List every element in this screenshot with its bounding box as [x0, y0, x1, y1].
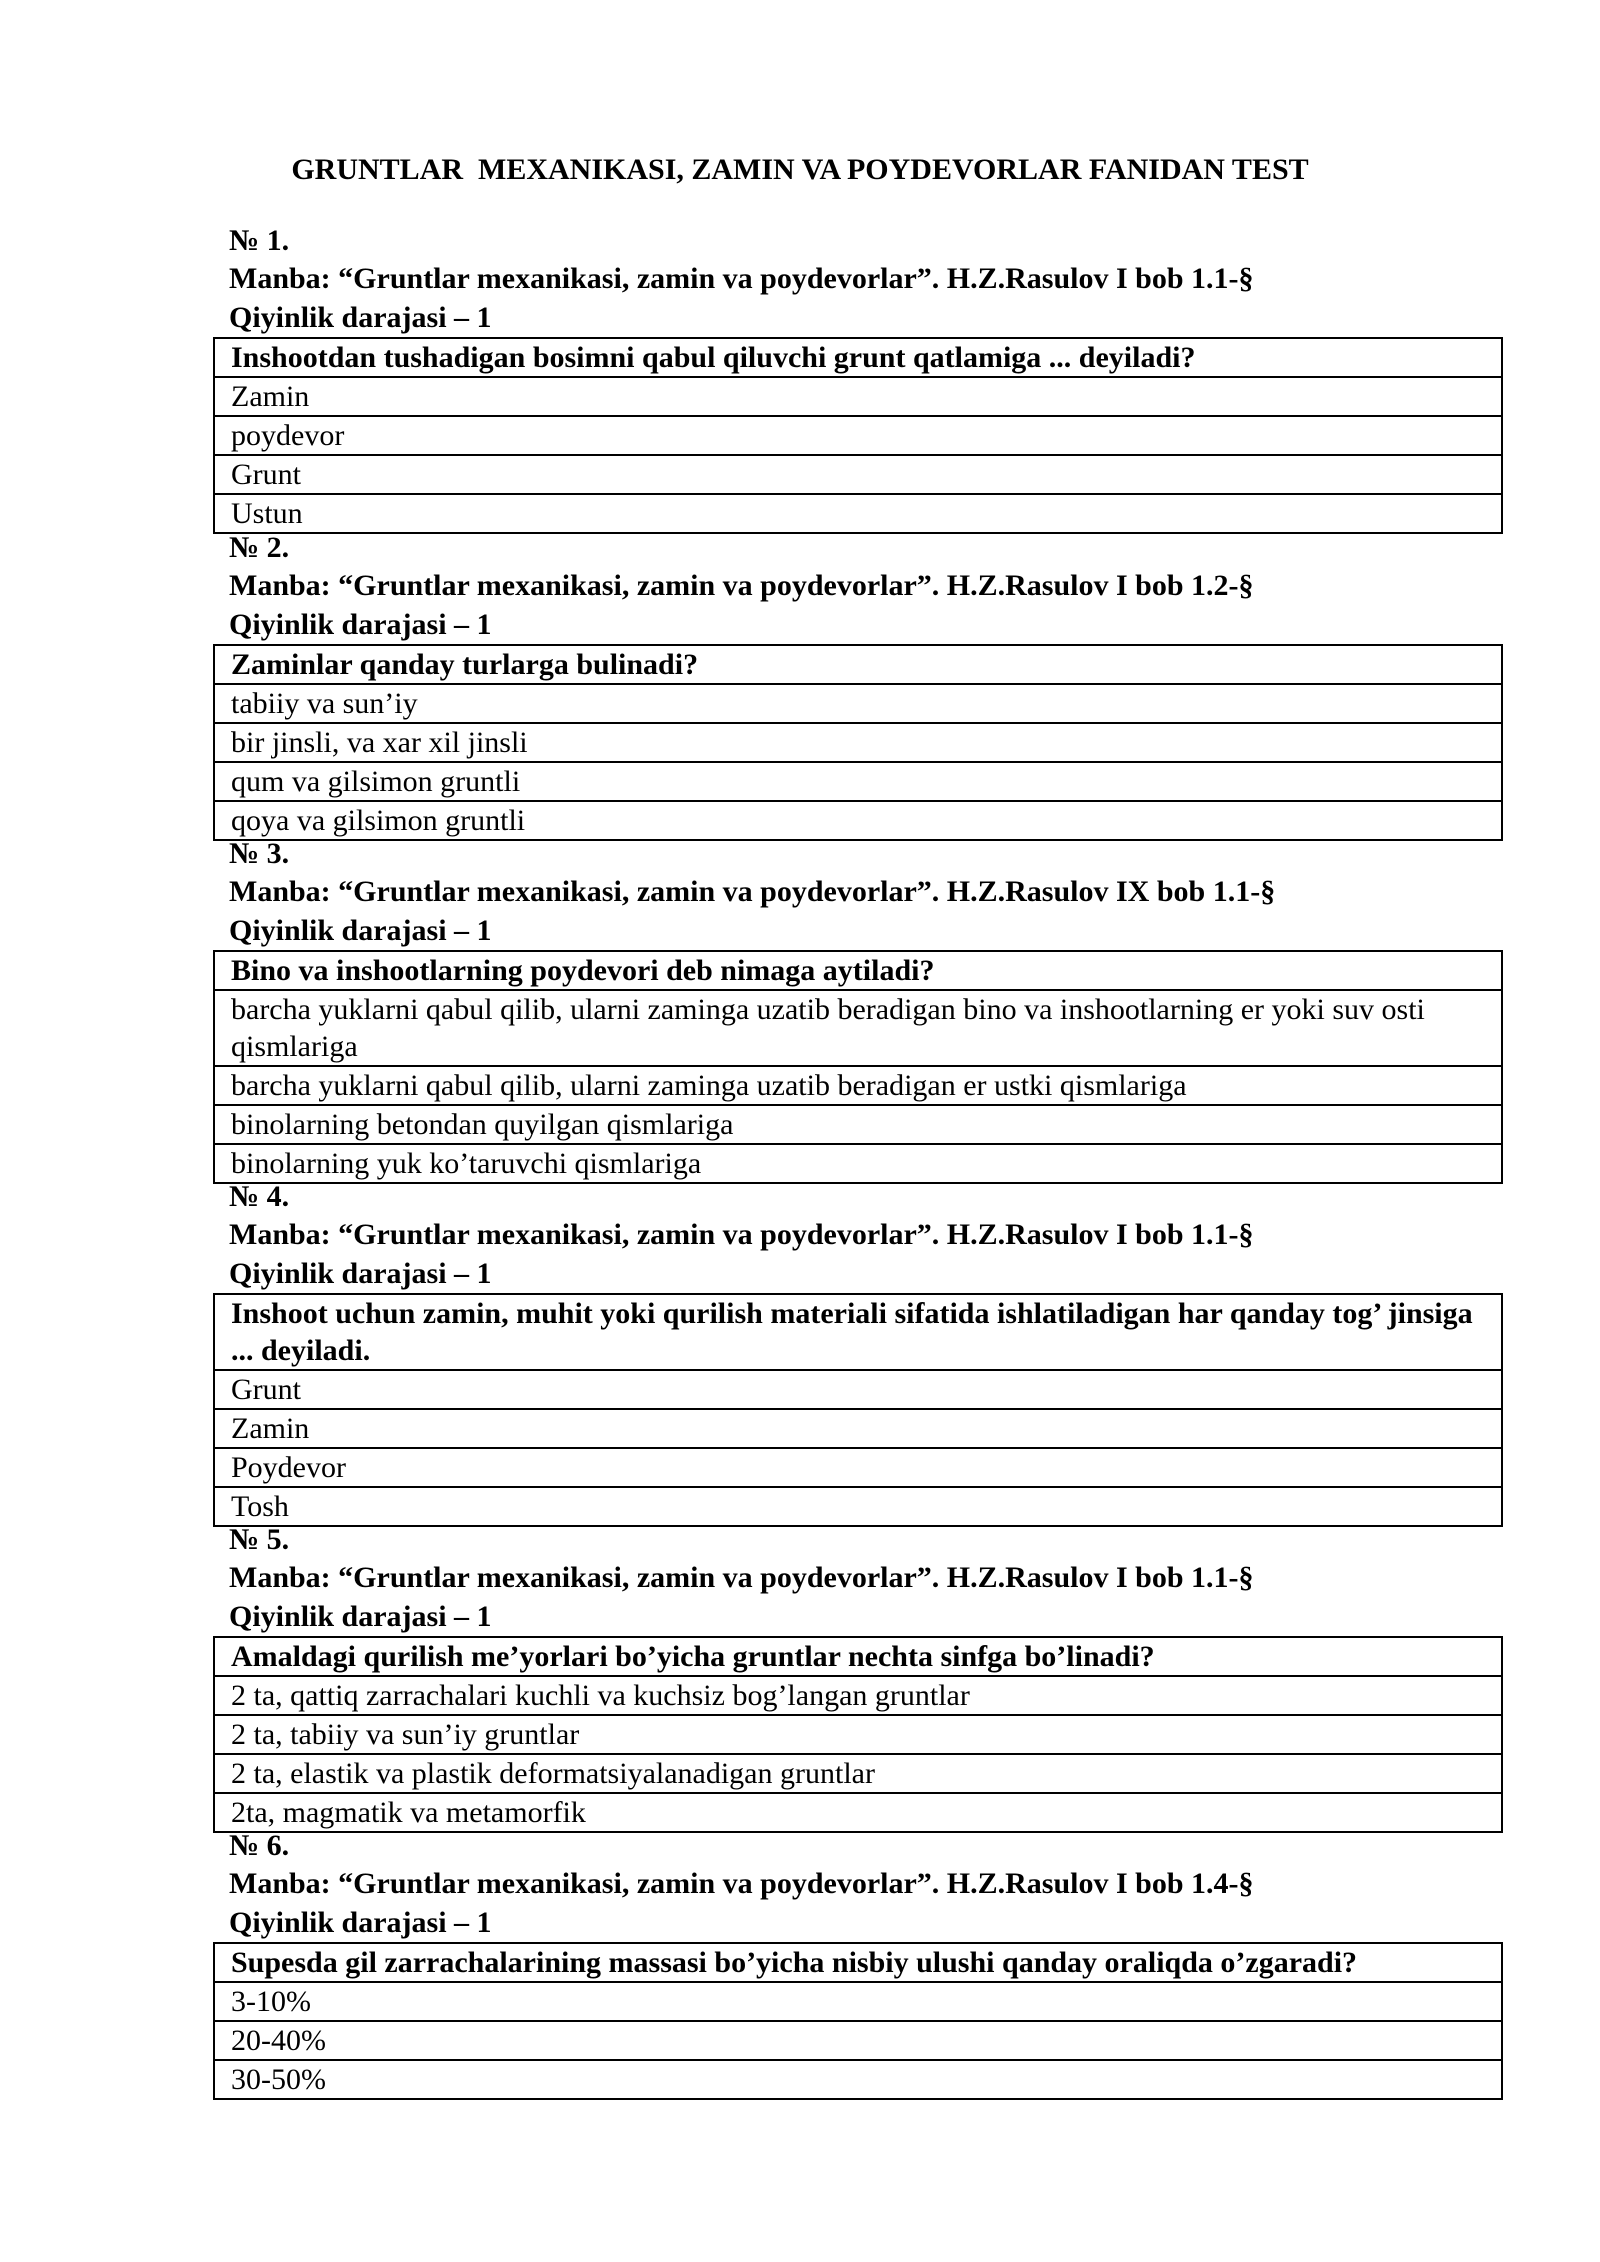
- question-table: [213, 337, 1503, 534]
- question-number: № 2.: [229, 531, 290, 564]
- answer-option: 20-40%: [213, 2022, 1503, 2061]
- question-text: Supesda gil zarrachalarining massasi bo’yicha nisbiy ulushi qanday oraliqda o’zgaradi?: [213, 1944, 1503, 1983]
- question-difficulty: Qiyinlik darajasi – 1: [229, 1256, 492, 1290]
- answer-option: barcha yuklarni qabul qilib, ularni zaminga uzatib beradigan bino va inshootlarning er yoki suv osti qismlariga: [213, 991, 1503, 1067]
- answer-option: Grunt: [213, 1371, 1503, 1410]
- question-block-5: [213, 1521, 1503, 1833]
- question-number: № 3.: [229, 837, 290, 870]
- answer-option: 2 ta, tabiiy va sun’iy gruntlar: [213, 1716, 1503, 1755]
- answer-option: 2ta, magmatik va metamorfik: [213, 1794, 1503, 1833]
- question-text: Bino va inshootlarning poydevori deb nimaga aytiladi?: [213, 952, 1503, 991]
- answer-option: bir jinsli, va xar xil jinsli: [213, 724, 1503, 763]
- question-number: № 6.: [229, 1829, 290, 1862]
- document-title: GRUNTLAR MEXANIKASI, ZAMIN VA POYDEVORLAR FANIDAN TEST: [291, 153, 1309, 186]
- question-block-6: [213, 1827, 1503, 2100]
- answer-option: Tosh: [213, 1488, 1503, 1527]
- question-block-1: [213, 222, 1503, 534]
- question-difficulty: Qiyinlik darajasi – 1: [229, 1905, 492, 1939]
- question-table: [213, 1636, 1503, 1833]
- answer-option: 30-50%: [213, 2061, 1503, 2100]
- question-source: Manba: “Gruntlar mexanikasi, zamin va poydevorlar”. H.Z.Rasulov I bob 1.4-§: [229, 1867, 1254, 1901]
- question-difficulty: Qiyinlik darajasi – 1: [229, 913, 492, 947]
- question-source: Manba: “Gruntlar mexanikasi, zamin va poydevorlar”. H.Z.Rasulov IX bob 1.1-§: [229, 875, 1276, 909]
- question-difficulty: Qiyinlik darajasi – 1: [229, 1599, 492, 1633]
- question-number: № 1.: [229, 224, 290, 257]
- answer-option: Ustun: [213, 495, 1503, 534]
- question-number: № 5.: [229, 1523, 290, 1556]
- answer-option: qoya va gilsimon gruntli: [213, 802, 1503, 841]
- answer-option: Zamin: [213, 1410, 1503, 1449]
- question-block-4: [213, 1178, 1503, 1527]
- question-table: [213, 644, 1503, 841]
- question-number: № 4.: [229, 1180, 290, 1213]
- question-block-2: [213, 529, 1503, 841]
- answer-option: 2 ta, elastik va plastik deformatsiyalanadigan gruntlar: [213, 1755, 1503, 1794]
- question-difficulty: Qiyinlik darajasi – 1: [229, 300, 492, 334]
- question-source: Manba: “Gruntlar mexanikasi, zamin va poydevorlar”. H.Z.Rasulov I bob 1.2-§: [229, 569, 1254, 603]
- question-source: Manba: “Gruntlar mexanikasi, zamin va poydevorlar”. H.Z.Rasulov I bob 1.1-§: [229, 262, 1254, 296]
- question-text: Amaldagi qurilish me’yorlari bo’yicha gruntlar nechta sinfga bo’linadi?: [213, 1638, 1503, 1677]
- question-table: [213, 1293, 1503, 1527]
- question-table: [213, 1942, 1503, 2100]
- answer-option: Zamin: [213, 378, 1503, 417]
- question-source: Manba: “Gruntlar mexanikasi, zamin va poydevorlar”. H.Z.Rasulov I bob 1.1-§: [229, 1561, 1254, 1595]
- answer-option: Poydevor: [213, 1449, 1503, 1488]
- question-table: [213, 950, 1503, 1184]
- question-text: Inshoot uchun zamin, muhit yoki qurilish materiali sifatida ishlatiladigan har qanday tog’ jinsiga ... deyiladi.: [213, 1295, 1503, 1371]
- question-source: Manba: “Gruntlar mexanikasi, zamin va poydevorlar”. H.Z.Rasulov I bob 1.1-§: [229, 1218, 1254, 1252]
- answer-option: qum va gilsimon gruntli: [213, 763, 1503, 802]
- question-text: Zaminlar qanday turlarga bulinadi?: [213, 646, 1503, 685]
- answer-option: 2 ta, qattiq zarrachalari kuchli va kuchsiz bog’langan gruntlar: [213, 1677, 1503, 1716]
- answer-option: binolarning yuk ko’taruvchi qismlariga: [213, 1145, 1503, 1184]
- answer-option: binolarning betondan quyilgan qismlariga: [213, 1106, 1503, 1145]
- answer-option: tabiiy va sun’iy: [213, 685, 1503, 724]
- answer-option: barcha yuklarni qabul qilib, ularni zaminga uzatib beradigan er ustki qismlariga: [213, 1067, 1503, 1106]
- answer-option: poydevor: [213, 417, 1503, 456]
- question-block-3: [213, 835, 1503, 1184]
- answer-option: Grunt: [213, 456, 1503, 495]
- answer-option: 3-10%: [213, 1983, 1503, 2022]
- question-text: Inshootdan tushadigan bosimni qabul qiluvchi grunt qatlamiga ... deyiladi?: [213, 339, 1503, 378]
- question-difficulty: Qiyinlik darajasi – 1: [229, 607, 492, 641]
